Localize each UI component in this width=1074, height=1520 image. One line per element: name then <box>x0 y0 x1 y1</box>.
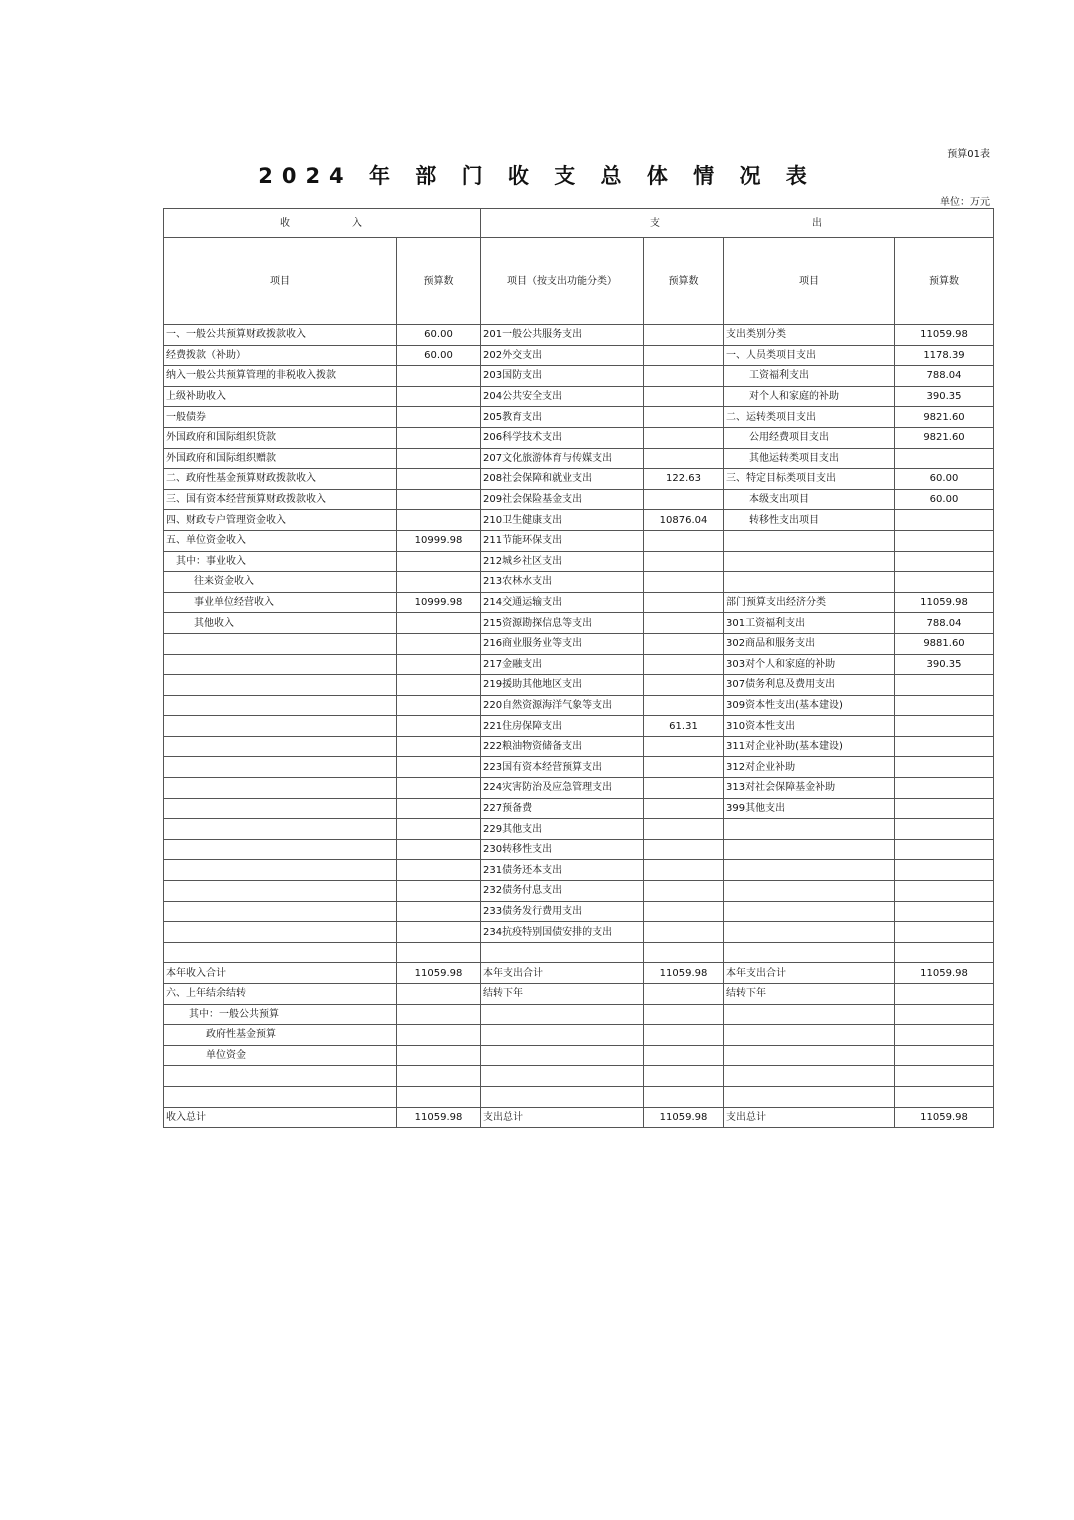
function-amount-cell <box>644 778 724 799</box>
expense-amount-cell: 11059.98 <box>895 963 994 984</box>
header-income-item: 项目 <box>164 238 397 325</box>
function-item-cell: 220自然资源海洋气象等支出 <box>481 695 644 716</box>
expense-item-cell: 工资福利支出 <box>724 366 895 387</box>
expense-amount-cell <box>895 1086 994 1107</box>
form-code: 预算01表 <box>947 149 990 160</box>
income-amount-cell <box>397 675 481 696</box>
expense-item-cell: 302商品和服务支出 <box>724 633 895 654</box>
income-amount-cell <box>397 633 481 654</box>
function-amount-cell <box>644 386 724 407</box>
income-amount-cell <box>397 1004 481 1025</box>
function-item-cell: 212城乡社区支出 <box>481 551 644 572</box>
function-item-cell <box>481 1045 644 1066</box>
expense-item-cell: 本级支出项目 <box>724 489 895 510</box>
table-row <box>164 942 994 963</box>
expense-amount-cell: 9821.60 <box>895 407 994 428</box>
income-item-cell: 其中：事业收入 <box>164 551 397 572</box>
function-item-cell: 227预备费 <box>481 798 644 819</box>
expense-item-cell: 转移性支出项目 <box>724 510 895 531</box>
function-item-cell: 214交通运输支出 <box>481 592 644 613</box>
expense-item-cell <box>724 1086 895 1107</box>
expense-amount-cell <box>895 757 994 778</box>
function-amount-cell <box>644 881 724 902</box>
table-row <box>164 881 994 902</box>
table-row <box>164 469 994 490</box>
function-amount-cell <box>644 633 724 654</box>
table-row <box>164 633 994 654</box>
expense-item-cell <box>724 922 895 943</box>
function-item-cell: 219援助其他地区支出 <box>481 675 644 696</box>
income-section-header: 收 入 <box>164 209 481 238</box>
income-item-cell <box>164 654 397 675</box>
income-amount-cell <box>397 407 481 428</box>
expense-amount-cell <box>895 1004 994 1025</box>
income-item-cell <box>164 757 397 778</box>
expense-item-cell <box>724 572 895 593</box>
expense-amount-cell: 11059.98 <box>895 325 994 346</box>
table-row <box>164 798 994 819</box>
expense-item-cell: 一、人员类项目支出 <box>724 345 895 366</box>
expense-amount-cell <box>895 819 994 840</box>
expense-item-cell: 311对企业补助(基本建设) <box>724 736 895 757</box>
expense-amount-cell <box>895 922 994 943</box>
table-row <box>164 860 994 881</box>
income-item-cell: 外国政府和国际组织贷款 <box>164 427 397 448</box>
function-amount-cell <box>644 592 724 613</box>
function-item-cell: 209社会保险基金支出 <box>481 489 644 510</box>
function-item-cell: 201一般公共服务支出 <box>481 325 644 346</box>
function-amount-cell <box>644 613 724 634</box>
table-row <box>164 613 994 634</box>
income-amount-cell <box>397 757 481 778</box>
table-row <box>164 551 994 572</box>
header-function-amount: 预算数 <box>644 238 724 325</box>
expense-amount-cell <box>895 1025 994 1046</box>
income-amount-cell <box>397 572 481 593</box>
expense-amount-cell <box>895 860 994 881</box>
function-amount-cell <box>644 1004 724 1025</box>
expense-item-cell: 309资本性支出(基本建设) <box>724 695 895 716</box>
function-amount-cell: 61.31 <box>644 716 724 737</box>
function-amount-cell <box>644 407 724 428</box>
expense-amount-cell <box>895 530 994 551</box>
income-amount-cell: 11059.98 <box>397 1107 481 1128</box>
function-amount-cell <box>644 1066 724 1087</box>
function-item-cell: 234抗疫特别国债安排的支出 <box>481 922 644 943</box>
table-row <box>164 510 994 531</box>
table-row <box>164 839 994 860</box>
income-amount-cell <box>397 860 481 881</box>
function-amount-cell <box>644 489 724 510</box>
header-function-item: 项目（按支出功能分类） <box>481 238 644 325</box>
expense-amount-cell: 60.00 <box>895 469 994 490</box>
income-item-cell <box>164 736 397 757</box>
income-amount-cell <box>397 716 481 737</box>
income-amount-cell <box>397 1045 481 1066</box>
function-amount-cell <box>644 572 724 593</box>
income-amount-cell <box>397 922 481 943</box>
function-item-cell <box>481 1066 644 1087</box>
table-row <box>164 736 994 757</box>
function-amount-cell <box>644 675 724 696</box>
expense-item-cell: 部门预算支出经济分类 <box>724 592 895 613</box>
function-amount-cell <box>644 1025 724 1046</box>
expense-item-cell: 支出类别分类 <box>724 325 895 346</box>
expense-item-cell: 对个人和家庭的补助 <box>724 386 895 407</box>
income-amount-cell: 10999.98 <box>397 530 481 551</box>
income-amount-cell <box>397 901 481 922</box>
function-amount-cell <box>644 345 724 366</box>
expense-item-cell <box>724 839 895 860</box>
income-item-cell <box>164 860 397 881</box>
function-amount-cell: 10876.04 <box>644 510 724 531</box>
expense-amount-cell <box>895 510 994 531</box>
income-item-cell <box>164 881 397 902</box>
expense-amount-cell <box>895 942 994 963</box>
budget-table <box>163 208 994 1128</box>
function-item-cell: 210卫生健康支出 <box>481 510 644 531</box>
expense-amount-cell <box>895 736 994 757</box>
header-expense-item: 项目 <box>724 238 895 325</box>
expense-section-header: 支 出 <box>481 209 994 238</box>
expense-amount-cell: 9821.60 <box>895 427 994 448</box>
table-row <box>164 922 994 943</box>
function-amount-cell <box>644 654 724 675</box>
income-amount-cell <box>397 695 481 716</box>
income-amount-cell <box>397 984 481 1005</box>
function-item-cell: 216商业服务业等支出 <box>481 633 644 654</box>
function-item-cell: 支出总计 <box>481 1107 644 1128</box>
function-item-cell: 233债务发行费用支出 <box>481 901 644 922</box>
income-item-cell <box>164 675 397 696</box>
function-amount-cell: 11059.98 <box>644 963 724 984</box>
income-amount-cell <box>397 510 481 531</box>
table-row <box>164 1025 994 1046</box>
table-row <box>164 819 994 840</box>
expense-item-cell <box>724 1025 895 1046</box>
income-amount-cell <box>397 489 481 510</box>
income-item-cell <box>164 716 397 737</box>
expense-item-cell: 301工资福利支出 <box>724 613 895 634</box>
income-item-cell: 本年收入合计 <box>164 963 397 984</box>
table-row <box>164 427 994 448</box>
income-item-cell: 经费拨款（补助） <box>164 345 397 366</box>
function-amount-cell <box>644 366 724 387</box>
function-item-cell: 231债务还本支出 <box>481 860 644 881</box>
table-row <box>164 695 994 716</box>
function-item-cell: 结转下年 <box>481 984 644 1005</box>
income-item-cell: 收入总计 <box>164 1107 397 1128</box>
function-item-cell: 229其他支出 <box>481 819 644 840</box>
expense-item-cell: 支出总计 <box>724 1107 895 1128</box>
income-amount-cell <box>397 778 481 799</box>
function-item-cell: 213农林水支出 <box>481 572 644 593</box>
function-amount-cell <box>644 530 724 551</box>
income-amount-cell <box>397 839 481 860</box>
income-amount-cell: 60.00 <box>397 345 481 366</box>
expense-item-cell <box>724 860 895 881</box>
expense-item-cell: 313对社会保障基金补助 <box>724 778 895 799</box>
income-amount-cell: 60.00 <box>397 325 481 346</box>
function-amount-cell <box>644 736 724 757</box>
expense-item-cell <box>724 1004 895 1025</box>
table-row <box>164 716 994 737</box>
expense-item-cell: 312对企业补助 <box>724 757 895 778</box>
income-item-cell: 一、一般公共预算财政拨款收入 <box>164 325 397 346</box>
expense-item-cell <box>724 1066 895 1087</box>
table-row <box>164 654 994 675</box>
unit-label: 单位：万元 <box>940 197 990 208</box>
income-item-cell <box>164 798 397 819</box>
income-amount-cell <box>397 736 481 757</box>
income-amount-cell <box>397 551 481 572</box>
expense-item-cell: 公用经费项目支出 <box>724 427 895 448</box>
table-row <box>164 778 994 799</box>
expense-amount-cell <box>895 695 994 716</box>
table-row <box>164 963 994 984</box>
income-item-cell: 三、国有资本经营预算财政拨款收入 <box>164 489 397 510</box>
income-amount-cell <box>397 613 481 634</box>
expense-item-cell: 其他运转类项目支出 <box>724 448 895 469</box>
expense-amount-cell: 9881.60 <box>895 633 994 654</box>
function-amount-cell <box>644 1045 724 1066</box>
table-row <box>164 1086 994 1107</box>
expense-item-cell: 303对个人和家庭的补助 <box>724 654 895 675</box>
income-item-cell: 纳入一般公共预算管理的非税收入拨款 <box>164 366 397 387</box>
table-row <box>164 1066 994 1087</box>
income-item-cell <box>164 942 397 963</box>
income-item-cell <box>164 695 397 716</box>
table-row <box>164 448 994 469</box>
table-row <box>164 345 994 366</box>
function-item-cell: 204公共安全支出 <box>481 386 644 407</box>
function-amount-cell <box>644 819 724 840</box>
expense-amount-cell <box>895 1045 994 1066</box>
function-amount-cell <box>644 839 724 860</box>
function-amount-cell <box>644 1086 724 1107</box>
function-item-cell: 207文化旅游体育与传媒支出 <box>481 448 644 469</box>
income-item-cell: 二、政府性基金预算财政拨款收入 <box>164 469 397 490</box>
income-item-cell: 往来资金收入 <box>164 572 397 593</box>
expense-amount-cell <box>895 448 994 469</box>
section-header-row <box>164 209 994 238</box>
income-item-cell: 一般债券 <box>164 407 397 428</box>
expense-amount-cell <box>895 984 994 1005</box>
page-title: 2024 年 部 门 收 支 总 体 情 况 表 <box>258 164 816 188</box>
income-item-cell <box>164 819 397 840</box>
expense-amount-cell: 11059.98 <box>895 1107 994 1128</box>
income-item-cell: 其中：一般公共预算 <box>164 1004 397 1025</box>
expense-item-cell: 310资本性支出 <box>724 716 895 737</box>
income-item-cell: 其他收入 <box>164 613 397 634</box>
function-item-cell: 223国有资本经营预算支出 <box>481 757 644 778</box>
table-row <box>164 1107 994 1128</box>
function-item-cell <box>481 1086 644 1107</box>
income-amount-cell <box>397 427 481 448</box>
expense-amount-cell: 390.35 <box>895 386 994 407</box>
expense-amount-cell: 390.35 <box>895 654 994 675</box>
table-row <box>164 489 994 510</box>
function-item-cell: 222粮油物资储备支出 <box>481 736 644 757</box>
income-item-cell: 政府性基金预算 <box>164 1025 397 1046</box>
expense-amount-cell <box>895 881 994 902</box>
table-row <box>164 386 994 407</box>
function-amount-cell <box>644 448 724 469</box>
table-row <box>164 984 994 1005</box>
function-item-cell: 202外交支出 <box>481 345 644 366</box>
function-amount-cell <box>644 942 724 963</box>
table-row <box>164 1004 994 1025</box>
table-row <box>164 325 994 346</box>
function-item-cell: 221住房保障支出 <box>481 716 644 737</box>
income-amount-cell <box>397 448 481 469</box>
expense-item-cell <box>724 881 895 902</box>
expense-item-cell <box>724 1045 895 1066</box>
income-item-cell: 外国政府和国际组织赠款 <box>164 448 397 469</box>
expense-item-cell <box>724 942 895 963</box>
expense-item-cell <box>724 819 895 840</box>
expense-item-cell <box>724 901 895 922</box>
income-amount-cell <box>397 881 481 902</box>
function-amount-cell <box>644 325 724 346</box>
function-item-cell: 224灾害防治及应急管理支出 <box>481 778 644 799</box>
income-amount-cell <box>397 654 481 675</box>
income-amount-cell <box>397 366 481 387</box>
expense-item-cell <box>724 530 895 551</box>
expense-item-cell: 三、特定目标类项目支出 <box>724 469 895 490</box>
function-amount-cell <box>644 860 724 881</box>
function-amount-cell <box>644 798 724 819</box>
expense-amount-cell <box>895 839 994 860</box>
income-amount-cell <box>397 1066 481 1087</box>
income-item-cell <box>164 778 397 799</box>
income-item-cell: 五、单位资金收入 <box>164 530 397 551</box>
income-amount-cell <box>397 386 481 407</box>
table-row <box>164 1045 994 1066</box>
function-item-cell: 232债务付息支出 <box>481 881 644 902</box>
expense-amount-cell <box>895 572 994 593</box>
function-item-cell <box>481 942 644 963</box>
function-item-cell: 230转移性支出 <box>481 839 644 860</box>
income-item-cell <box>164 922 397 943</box>
function-amount-cell <box>644 551 724 572</box>
income-item-cell: 单位资金 <box>164 1045 397 1066</box>
header-income-amount: 预算数 <box>397 238 481 325</box>
function-amount-cell <box>644 901 724 922</box>
function-amount-cell <box>644 984 724 1005</box>
income-item-cell: 六、上年结余结转 <box>164 984 397 1005</box>
function-amount-cell: 11059.98 <box>644 1107 724 1128</box>
expense-amount-cell: 788.04 <box>895 366 994 387</box>
expense-amount-cell <box>895 798 994 819</box>
function-item-cell <box>481 1025 644 1046</box>
expense-amount-cell <box>895 901 994 922</box>
expense-amount-cell <box>895 778 994 799</box>
expense-amount-cell <box>895 551 994 572</box>
income-amount-cell <box>397 942 481 963</box>
expense-amount-cell <box>895 675 994 696</box>
expense-amount-cell <box>895 1066 994 1087</box>
function-item-cell: 本年支出合计 <box>481 963 644 984</box>
function-amount-cell <box>644 695 724 716</box>
expense-amount-cell: 1178.39 <box>895 345 994 366</box>
expense-amount-cell <box>895 716 994 737</box>
income-amount-cell <box>397 1086 481 1107</box>
function-item-cell: 215资源勘探信息等支出 <box>481 613 644 634</box>
function-item-cell: 208社会保障和就业支出 <box>481 469 644 490</box>
table-row <box>164 757 994 778</box>
income-amount-cell: 10999.98 <box>397 592 481 613</box>
function-item-cell: 203国防支出 <box>481 366 644 387</box>
function-amount-cell <box>644 922 724 943</box>
expense-item-cell <box>724 551 895 572</box>
expense-item-cell: 307债务利息及费用支出 <box>724 675 895 696</box>
header-expense-amount: 预算数 <box>895 238 994 325</box>
table-row <box>164 572 994 593</box>
expense-item-cell: 二、运转类项目支出 <box>724 407 895 428</box>
table-row <box>164 901 994 922</box>
expense-item-cell: 399其他支出 <box>724 798 895 819</box>
income-item-cell <box>164 633 397 654</box>
expense-item-cell: 结转下年 <box>724 984 895 1005</box>
function-item-cell: 217金融支出 <box>481 654 644 675</box>
expense-item-cell: 本年支出合计 <box>724 963 895 984</box>
column-header-row <box>164 238 994 325</box>
income-item-cell: 事业单位经营收入 <box>164 592 397 613</box>
income-item-cell <box>164 901 397 922</box>
function-amount-cell <box>644 427 724 448</box>
income-amount-cell <box>397 469 481 490</box>
table-row <box>164 366 994 387</box>
function-item-cell: 206科学技术支出 <box>481 427 644 448</box>
income-amount-cell <box>397 798 481 819</box>
table-row <box>164 407 994 428</box>
function-item-cell <box>481 1004 644 1025</box>
function-item-cell: 211节能环保支出 <box>481 530 644 551</box>
function-amount-cell <box>644 757 724 778</box>
table-row <box>164 530 994 551</box>
income-amount-cell <box>397 1025 481 1046</box>
income-item-cell <box>164 1066 397 1087</box>
expense-amount-cell: 11059.98 <box>895 592 994 613</box>
table-row <box>164 592 994 613</box>
table-row <box>164 675 994 696</box>
income-item-cell <box>164 839 397 860</box>
income-item-cell: 上级补助收入 <box>164 386 397 407</box>
expense-amount-cell: 60.00 <box>895 489 994 510</box>
income-amount-cell: 11059.98 <box>397 963 481 984</box>
income-item-cell: 四、财政专户管理资金收入 <box>164 510 397 531</box>
function-item-cell: 205教育支出 <box>481 407 644 428</box>
expense-amount-cell: 788.04 <box>895 613 994 634</box>
function-amount-cell: 122.63 <box>644 469 724 490</box>
income-amount-cell <box>397 819 481 840</box>
income-item-cell <box>164 1086 397 1107</box>
